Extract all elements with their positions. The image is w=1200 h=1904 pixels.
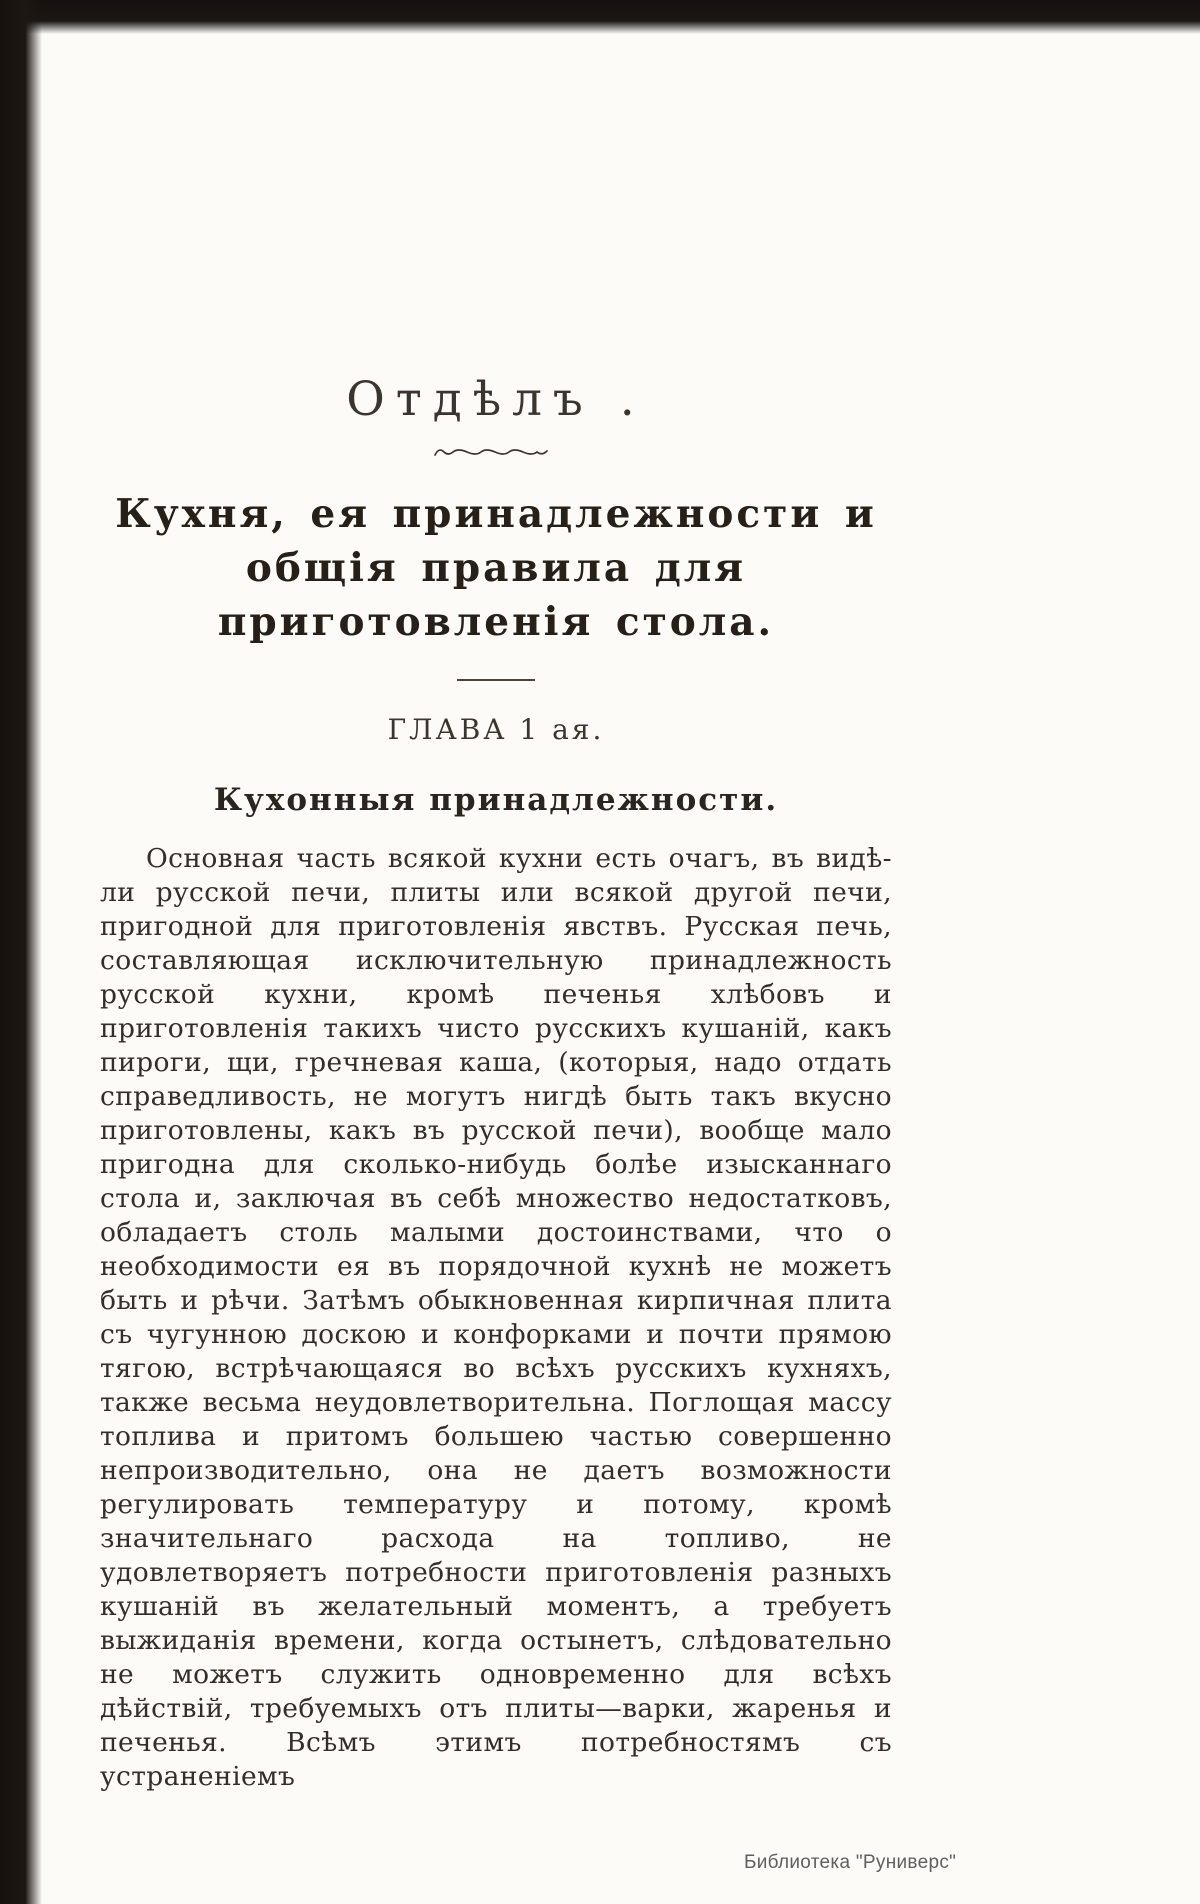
body-paragraph: Основная часть всякой кухни есть очагъ, въ видѣ-ли русской печи, плиты или всякой другой печи, пригодной для приготовленія явствъ. Русская печь, составляющая исключительную принадлежность русской кухни, кромѣ печенья хлѣбовъ и приготовленія такихъ чисто русскихъ кушаній, какъ пироги, щи, гречневая каша, (которыя, надо отдать справедливость, не могутъ нигдѣ быть такъ вкусно приготовлены, какъ въ русской печи), вообще мало пригодна для сколько-нибудь болѣе изысканнаго стола и, заключая въ себѣ множество недостатковъ, обладаетъ столь малыми достоинствами, что о необходимости ея въ порядочной кухнѣ не можетъ быть и рѣчи. Затѣмъ обыкновенная кирпичная плита съ чугунною доскою и конфорками и почти прямою тягою, встрѣчающаяся во всѣхъ русскихъ кухняхъ, также весьма неудовлетворительна. Поглощая массу топлива и притомъ большею частью совершенно непроизводительно, она не даетъ возможности регулировать температуру и потому, кромѣ значительнаго расхода на топливо, не удовлетворяетъ потребности приготовленія разныхъ кушаній въ желательный моментъ, а требуетъ выжиданія времени, когда остынетъ, слѣдовательно не можетъ служить одновременно для всѣхъ дѣйствій, требуемыхъ отъ плиты—варки, жаренья и печенья. Всѣмъ этимъ потребностямъ съ устраненіемъ	[100, 843, 892, 1793]
subheading: Кухонныя принадлежности.	[213, 782, 779, 819]
chapter-title-line-2: приготовленія стола.	[217, 598, 775, 645]
short-rule-divider	[457, 679, 535, 681]
library-watermark: Библиотека "Руниверс"	[744, 1852, 957, 1873]
chapter-title	[100, 488, 892, 649]
section-heading: Отдѣлъ .	[346, 372, 646, 427]
scan-edge-left	[0, 0, 42, 1904]
squiggle-divider	[100, 443, 892, 462]
chapter-label: ГЛАВА 1 ая.	[387, 713, 605, 747]
chapter-title-line-1: Кухня, ея принадлежности и общія правила для	[115, 491, 877, 591]
page-content	[100, 0, 892, 1794]
